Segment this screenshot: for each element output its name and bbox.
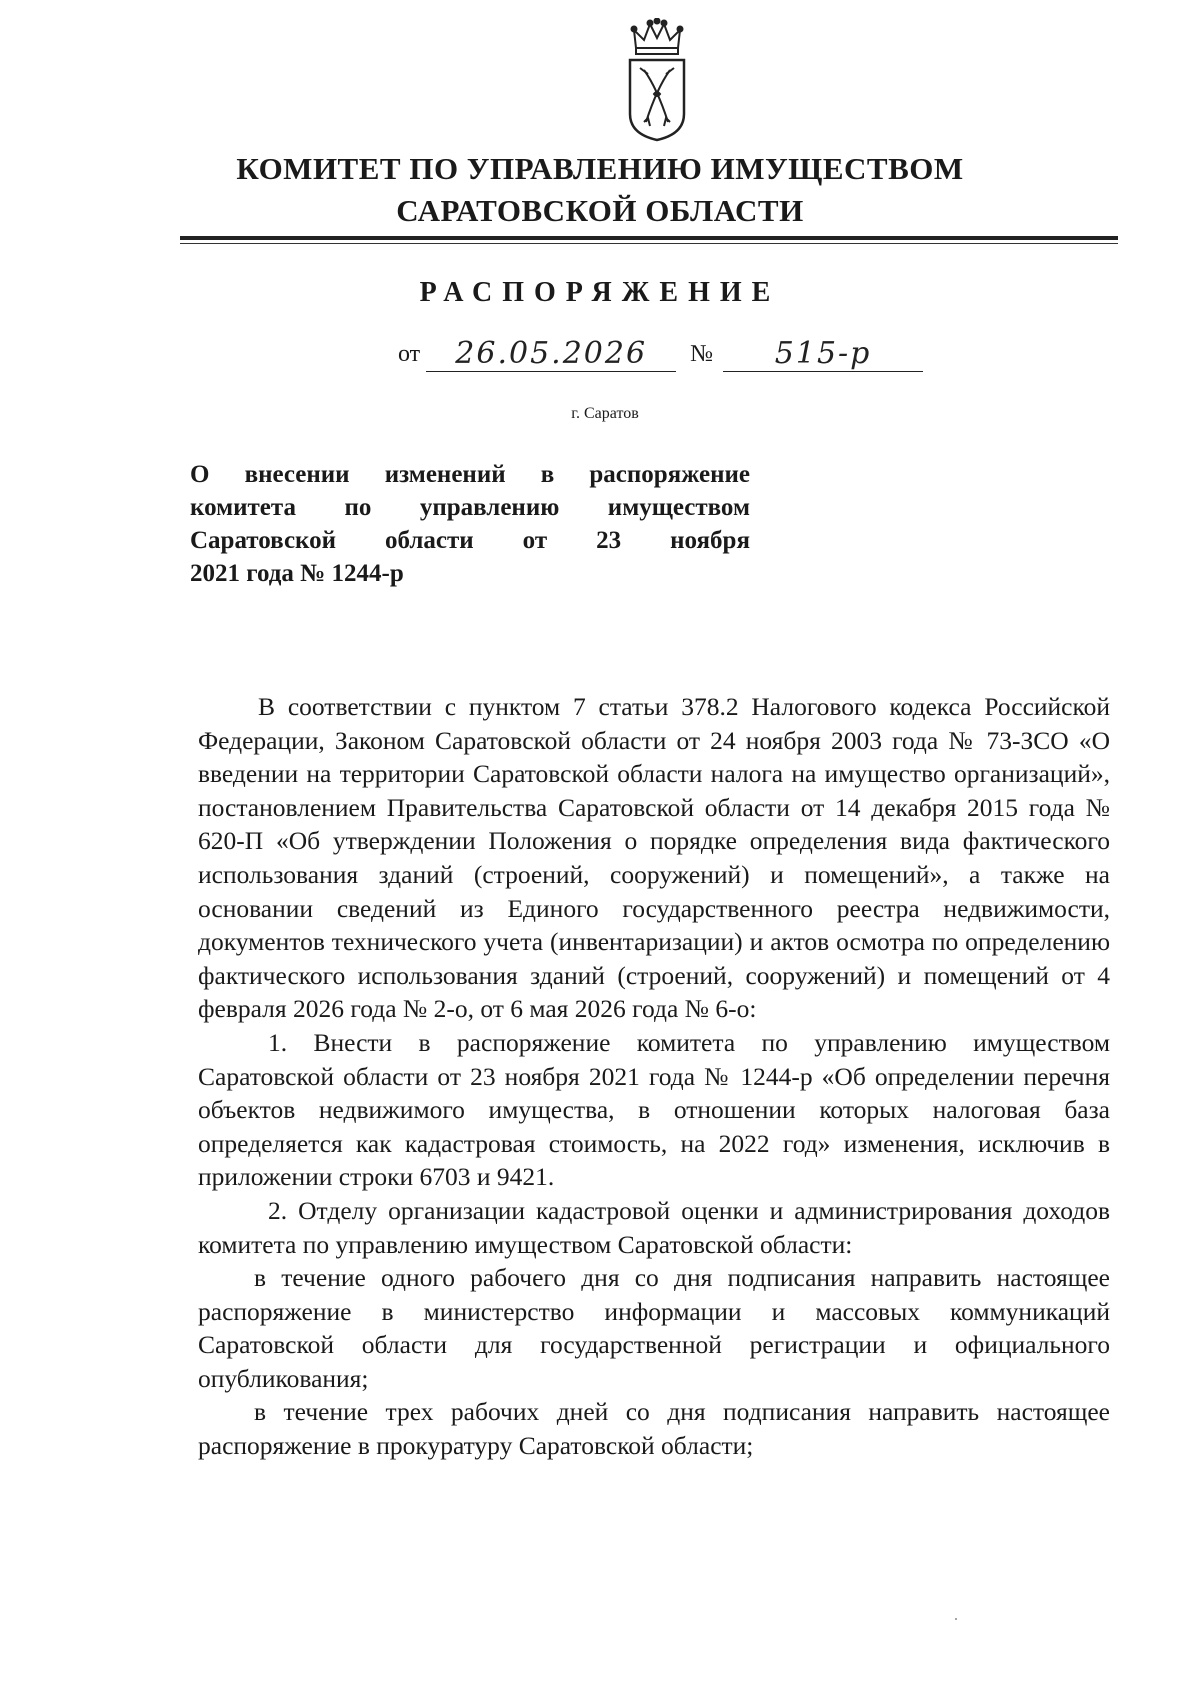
handwritten-date: 26.05.2026 — [426, 337, 676, 372]
item-2-subparagraph: в течение одного рабочего дня со дня подписания направить настоящее распоряжение в министерство информации и массовых коммуникаций Саратовской области для государственной регистрации и официального опубликования; — [198, 1263, 1110, 1393]
item-2-paragraph: 2. Отделу организации кадастровой оценки и администрирования доходов комитета по управлению имуществом Саратовской области: — [198, 1195, 1110, 1259]
subject-line-last: 2021 года № 1244-р — [190, 560, 404, 587]
document-body — [198, 690, 1110, 1463]
header-divider-thick — [180, 236, 1118, 240]
document-type-title: РАСПОРЯЖЕНИЕ — [419, 277, 781, 308]
subject-line: комитета по управлению имуществом — [190, 494, 750, 521]
item-1-paragraph: 1. Внести в распоряжение комитета по управлению имуществом Саратовской области от 23 ноября 2021 года № 1244-р «Об определении перечня объектов недвижимого имущества, в отношении которых налоговая база определяется как кадастровая стоимость, на 2022 год» изменения, исключив в приложении строки 6703 и 9421. — [198, 1027, 1110, 1192]
number-label: № — [690, 341, 714, 367]
preamble-paragraph: В соответствии с пунктом 7 статьи 378.2 Налогового кодекса Российской Федерации, Законом Саратовской области от 24 ноября 2003 года № 73-ЗСО «О введении на территории Саратовской области налога на имущество организаций», постановлением Правительства Саратовской области от 14 декабря 2015 года № 620-П «Об утверждении Положения о порядке определения вида фактического использования зданий (строений, сооружений) и помещений», а также на основании сведений из Единого государственного реестра недвижимости, документов технического учета (инвентаризации) и актов осмотра по определению фактического использования зданий (строений, сооружений) и помещений от 4 февраля 2026 года № 2-о, от 6 мая 2026 года № 6-о: — [198, 692, 1110, 1024]
item-2-subparagraph: в течение трех рабочих дней со дня подписания направить настоящее распоряжение в прокуратуру Саратовской области; — [198, 1397, 1110, 1461]
date-label: от — [398, 341, 421, 367]
city-name: г. Саратов — [571, 405, 639, 422]
subject-line: О внесении изменений в распоряжение — [190, 461, 750, 488]
org-name-line1: КОМИТЕТ ПО УПРАВЛЕНИЮ ИМУЩЕСТВОМ — [236, 151, 964, 186]
subject-heading — [190, 458, 750, 557]
coat-of-arms-icon — [624, 18, 690, 142]
header-divider-thin — [180, 243, 1118, 244]
org-name-line2: САРАТОВСКОЙ ОБЛАСТИ — [396, 193, 804, 228]
scan-speck — [955, 1618, 957, 1620]
subject-line: Саратовской области от 23 ноября — [190, 527, 750, 554]
handwritten-number: 515-р — [723, 337, 923, 372]
date-number-line — [398, 336, 923, 372]
